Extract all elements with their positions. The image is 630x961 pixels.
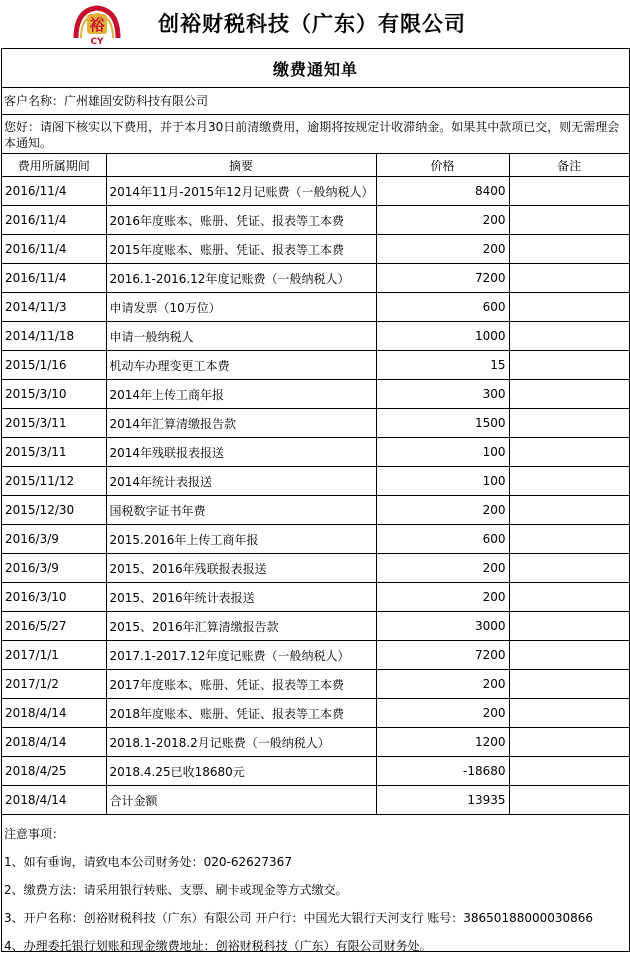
cell-price: 200 [376, 496, 509, 525]
table-row [2, 496, 629, 525]
cell-summary: 2018.1-2018.2月记账费（一般纳税人） [106, 728, 376, 757]
cell-period: 2016/3/10 [2, 583, 106, 612]
note-item: 2、缴费方法：请采用银行转账、支票、刷卡或现金等方式缴交。 [4, 883, 348, 897]
cell-price: 200 [376, 235, 509, 264]
cell-remark [509, 757, 629, 786]
cell-summary: 2017年度账本、账册、凭证、报表等工本费 [106, 670, 376, 699]
cell-remark [509, 525, 629, 554]
table-row [2, 525, 629, 554]
table-row [2, 670, 629, 699]
note-item: 3、开户名称：创裕财税科技（广东）有限公司 开户行：中国光大银行天河支行 账号：38650188000030866 [4, 911, 594, 925]
cell-summary: 2014年统计表报送 [106, 467, 376, 496]
cell-summary: 2018.4.25已收18680元 [106, 757, 376, 786]
header-price: 价格 [376, 154, 509, 177]
table-header-row [2, 154, 629, 177]
cell-price: 7200 [376, 264, 509, 293]
company-logo [70, 4, 124, 46]
svg-text:CY: CY [90, 37, 104, 46]
cell-period: 2016/11/4 [2, 177, 106, 206]
cell-period: 2018/4/14 [2, 728, 106, 757]
table-row [2, 583, 629, 612]
cell-remark [509, 583, 629, 612]
cell-price: 600 [376, 293, 509, 322]
cell-period: 2018/4/25 [2, 757, 106, 786]
fee-table [2, 154, 629, 815]
cell-remark [509, 293, 629, 322]
cell-period: 2015/3/10 [2, 380, 106, 409]
cell-remark [509, 554, 629, 583]
cell-price: 100 [376, 438, 509, 467]
cell-period: 2015/3/11 [2, 409, 106, 438]
cell-remark [509, 322, 629, 351]
cell-remark [509, 496, 629, 525]
table-row [2, 438, 629, 467]
fee-notice-form [1, 48, 630, 952]
cell-summary: 2014年残联报表报送 [106, 438, 376, 467]
table-row [2, 177, 629, 206]
table-row [2, 235, 629, 264]
cell-summary: 2017.1-2017.12年度记账费（一般纳税人） [106, 641, 376, 670]
table-row [2, 264, 629, 293]
table-row [2, 293, 629, 322]
cell-remark [509, 409, 629, 438]
cell-period: 2015/12/30 [2, 496, 106, 525]
cell-period: 2018/4/14 [2, 699, 106, 728]
cell-summary: 2015、2016年汇算清缴报告款 [106, 612, 376, 641]
header-remark: 备注 [509, 154, 629, 177]
cell-remark [509, 467, 629, 496]
table-row [2, 612, 629, 641]
cell-remark [509, 177, 629, 206]
cell-price: -18680 [376, 757, 509, 786]
cell-summary: 国税数字证书年费 [106, 496, 376, 525]
customer-row [2, 87, 629, 115]
cell-period: 2016/11/4 [2, 264, 106, 293]
cell-price: 300 [376, 380, 509, 409]
cell-period: 2016/3/9 [2, 525, 106, 554]
cell-period: 2016/11/4 [2, 235, 106, 264]
cell-remark [509, 351, 629, 380]
cell-remark [509, 670, 629, 699]
cell-summary: 2015、2016年统计表报送 [106, 583, 376, 612]
cell-period: 2017/1/2 [2, 670, 106, 699]
cell-summary: 2016.1-2016.12年度记账费（一般纳税人） [106, 264, 376, 293]
customer-label: 客户名称： [4, 94, 65, 108]
cell-summary: 2015、2016年残联报表报送 [106, 554, 376, 583]
cell-period: 2018/4/14 [2, 786, 106, 815]
cell-price: 600 [376, 525, 509, 554]
table-row [2, 351, 629, 380]
notes-heading: 注意事项： [4, 827, 65, 841]
cell-summary: 合计金额 [106, 786, 376, 815]
note-item: 4、办理委托银行划账和现金缴费地址：创裕财税科技（广东）有限公司财务处。 [4, 939, 432, 953]
table-row [2, 699, 629, 728]
cell-period: 2016/5/27 [2, 612, 106, 641]
cell-summary: 2018年度账本、账册、凭证、报表等工本费 [106, 699, 376, 728]
svg-text:裕: 裕 [89, 16, 105, 34]
divider [2, 951, 629, 952]
cell-price: 3000 [376, 612, 509, 641]
cell-price: 1000 [376, 322, 509, 351]
cell-period: 2014/11/3 [2, 293, 106, 322]
cell-price: 200 [376, 670, 509, 699]
cell-summary: 2014年11月-2015年12月记账费（一般纳税人） [106, 177, 376, 206]
header-period: 费用所属期间 [2, 154, 106, 177]
cell-summary: 2014年上传工商年报 [106, 380, 376, 409]
cell-price: 1200 [376, 728, 509, 757]
table-row [2, 554, 629, 583]
table-row [2, 786, 629, 815]
cell-remark [509, 612, 629, 641]
cell-remark [509, 206, 629, 235]
cell-price: 8400 [376, 177, 509, 206]
cell-price: 200 [376, 583, 509, 612]
cell-remark [509, 728, 629, 757]
notice-text: 您好：请阁下核实以下费用，并于本月30日前清缴费用，逾期将按规定计收滞纳金。如果其中款项已交，则无需理会本通知。 [2, 116, 629, 154]
cell-price: 200 [376, 206, 509, 235]
table-row [2, 757, 629, 786]
cell-remark [509, 786, 629, 815]
table-row [2, 728, 629, 757]
document-title: 缴费通知单 [2, 48, 629, 88]
cell-summary: 2016年度账本、账册、凭证、报表等工本费 [106, 206, 376, 235]
cell-remark [509, 699, 629, 728]
table-row [2, 641, 629, 670]
cell-remark [509, 438, 629, 467]
table-row [2, 380, 629, 409]
customer-name: 广州雄固安防科技有限公司 [64, 94, 209, 108]
cell-period: 2015/3/11 [2, 438, 106, 467]
table-row [2, 206, 629, 235]
cell-summary: 申请发票（10万位） [106, 293, 376, 322]
cell-period: 2016/3/9 [2, 554, 106, 583]
cell-summary: 机动车办理变更工本费 [106, 351, 376, 380]
note-item: 1、如有垂询，请致电本公司财务处：020-62627367 [4, 855, 292, 869]
company-name: 创裕财税科技（广东）有限公司 [158, 11, 466, 36]
cell-remark [509, 380, 629, 409]
cell-price: 15 [376, 351, 509, 380]
cell-price: 100 [376, 467, 509, 496]
cell-price: 1500 [376, 409, 509, 438]
cell-summary: 2015.2016年上传工商年报 [106, 525, 376, 554]
table-row [2, 409, 629, 438]
cell-price: 200 [376, 699, 509, 728]
letterhead [0, 0, 630, 48]
cell-period: 2015/1/16 [2, 351, 106, 380]
cell-period: 2017/1/1 [2, 641, 106, 670]
header-summary: 摘要 [106, 154, 376, 177]
cell-summary: 申请一般纳税人 [106, 322, 376, 351]
table-row [2, 322, 629, 351]
cell-price: 13935 [376, 786, 509, 815]
table-row [2, 467, 629, 496]
cell-price: 200 [376, 554, 509, 583]
cell-remark [509, 641, 629, 670]
cell-period: 2015/11/12 [2, 467, 106, 496]
cell-period: 2016/11/4 [2, 206, 106, 235]
notes-section [2, 821, 629, 961]
cell-period: 2014/11/18 [2, 322, 106, 351]
cell-summary: 2014年汇算清缴报告款 [106, 409, 376, 438]
cell-remark [509, 235, 629, 264]
cell-remark [509, 264, 629, 293]
cell-summary: 2015年度账本、账册、凭证、报表等工本费 [106, 235, 376, 264]
cell-price: 7200 [376, 641, 509, 670]
